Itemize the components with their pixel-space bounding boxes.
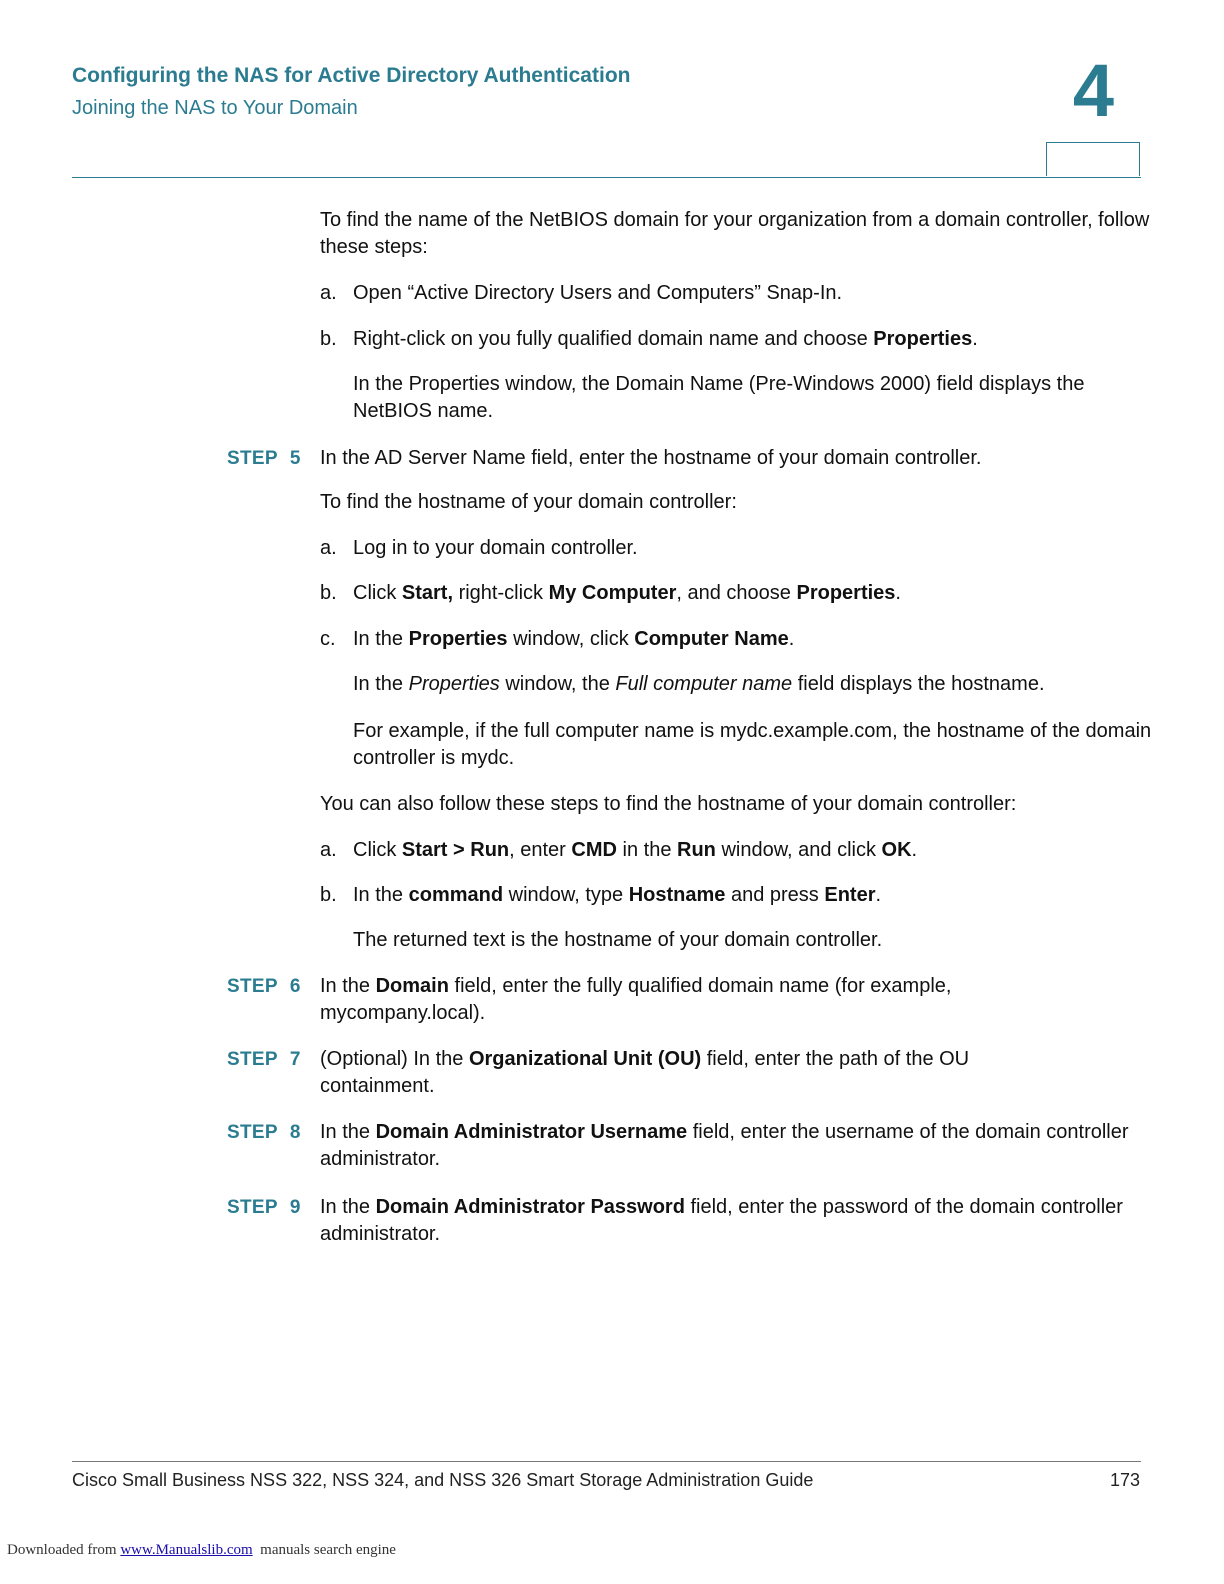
step-9-text (320, 1194, 1150, 1248)
list-text: In the (353, 884, 409, 906)
bold-term: Properties (796, 582, 896, 604)
netbios-note: In the Properties window, the Domain Name (Pre-Windows 2000) field displays the NetBIOS name. (353, 373, 1085, 422)
section-title: Joining the NAS to Your Domain (72, 97, 358, 119)
step-number: 9 (289, 1197, 301, 1218)
netbios-intro: To find the name of the NetBIOS domain for your organization from a domain controller, follow these steps: (320, 209, 1150, 258)
bold-term: Computer Name (634, 628, 789, 650)
bold-term: OK (881, 839, 912, 861)
list-text: . (788, 628, 795, 650)
step-text: field, enter the path of the OU containment. (320, 1048, 970, 1097)
list-text: Right-click on you fully qualified domain name and choose (353, 328, 874, 350)
list-text: Open “Active Directory Users and Computers” Snap-In. (353, 282, 843, 304)
bold-term: Properties (873, 328, 973, 350)
list-item (320, 326, 1153, 353)
step-number: 8 (289, 1122, 301, 1143)
bold-term: Organizational Unit (OU) (468, 1048, 702, 1070)
step-6-text (320, 973, 1040, 1027)
step-word: STEP (227, 1122, 278, 1143)
step-word: STEP (227, 1197, 278, 1218)
step-text: field, enter the password of the domain controller administrator. (320, 1196, 1123, 1245)
step-5-text: In the AD Server Name field, enter the hostname of your domain controller. (320, 447, 982, 469)
bold-term: CMD (571, 839, 617, 861)
step-label (227, 1122, 301, 1144)
chapter-number: 4 (1072, 49, 1114, 132)
list-text: right-click (453, 582, 549, 604)
list-label: b. (320, 328, 337, 350)
list-item (320, 280, 1153, 307)
footer-divider (72, 1461, 1141, 1462)
step-word: STEP (227, 976, 278, 997)
list-item (320, 580, 1153, 607)
step-number: 5 (289, 448, 301, 469)
list-label: c. (320, 628, 336, 650)
returned-text-note: The returned text is the hostname of your domain controller. (353, 929, 883, 951)
chapter-title: Configuring the NAS for Active Directory Authentication (72, 64, 631, 87)
hostname-intro: To find the hostname of your domain controller: (320, 491, 737, 513)
step-text: field, enter the fully qualified domain name (for example, mycompany.local). (320, 975, 952, 1024)
step-7-text (320, 1046, 1060, 1100)
hostname-example: For example, if the full computer name is mydc.example.com, the hostname of the domain controller is mydc. (353, 720, 1152, 769)
list-text: . (895, 582, 901, 604)
bold-term: Domain Administrator Username (375, 1121, 688, 1143)
list-text: Click (353, 582, 402, 604)
list-text: , enter (509, 839, 572, 861)
list-text: window, and click (715, 839, 882, 861)
bold-term: Domain (375, 975, 449, 997)
page-number: 173 (1109, 1470, 1140, 1490)
bold-term: Start, (401, 582, 454, 604)
step-label (227, 1197, 301, 1219)
step-number: 6 (289, 976, 301, 997)
bold-term: Domain Administrator Password (375, 1196, 685, 1218)
bold-term: Start > Run (401, 839, 510, 861)
list-text: . (911, 839, 918, 861)
step-text: field, enter the username of the domain controller administrator. (320, 1121, 1129, 1170)
note-text: field displays the hostname. (792, 673, 1045, 695)
list-label: a. (320, 537, 337, 559)
bold-term: Hostname (628, 884, 726, 906)
list-text: In the (353, 628, 409, 650)
note-text: window, the (499, 673, 616, 695)
list-text: , and choose (676, 582, 797, 604)
step-text: In the (320, 1196, 376, 1218)
bold-term: command (408, 884, 504, 906)
italic-term: Properties (408, 673, 500, 695)
bold-term: My Computer (548, 582, 677, 604)
list-text: window, type (503, 884, 629, 906)
step-label (227, 448, 301, 470)
list-item (320, 837, 1153, 864)
step-text: In the (320, 975, 376, 997)
download-suffix: manuals search engine (252, 1542, 396, 1558)
list-text: window, click (507, 628, 635, 650)
bold-term: Run (677, 839, 716, 861)
alt-hostname-intro: You can also follow these steps to find the hostname of your domain controller: (320, 793, 1017, 815)
hostname-note (353, 671, 1153, 698)
step-text: In the (320, 1121, 376, 1143)
list-label: a. (320, 282, 337, 304)
list-text: . (875, 884, 882, 906)
bold-term: Properties (408, 628, 508, 650)
step-8-text (320, 1119, 1150, 1173)
list-label: b. (320, 884, 337, 906)
step-label (227, 976, 301, 998)
list-item (320, 626, 1153, 653)
list-text: Click (353, 839, 402, 861)
step-word: STEP (227, 1049, 278, 1070)
footer-guide-title: Cisco Small Business NSS 322, NSS 324, and NSS 326 Smart Storage Administration Guide (72, 1470, 814, 1490)
bold-term: Enter (824, 884, 876, 906)
download-prefix: Downloaded from (7, 1542, 121, 1558)
step-label (227, 1049, 301, 1071)
manualslib-link[interactable]: www.Manualslib.com (120, 1542, 253, 1558)
step-text: (Optional) In the (320, 1048, 469, 1070)
header-divider (72, 177, 1141, 178)
list-item (320, 535, 1153, 562)
list-text: in the (616, 839, 677, 861)
step-number: 7 (289, 1049, 301, 1070)
italic-term: Full computer name (615, 673, 793, 695)
list-text: . (972, 328, 978, 350)
list-label: a. (320, 839, 337, 861)
note-text: In the (353, 673, 409, 695)
list-text: and press (725, 884, 825, 906)
chapter-tab-decoration (1046, 142, 1140, 176)
list-text: Log in to your domain controller. (353, 537, 638, 559)
list-item (320, 882, 1153, 909)
step-word: STEP (227, 448, 278, 469)
list-label: b. (320, 582, 337, 604)
download-notice (7, 1542, 396, 1559)
